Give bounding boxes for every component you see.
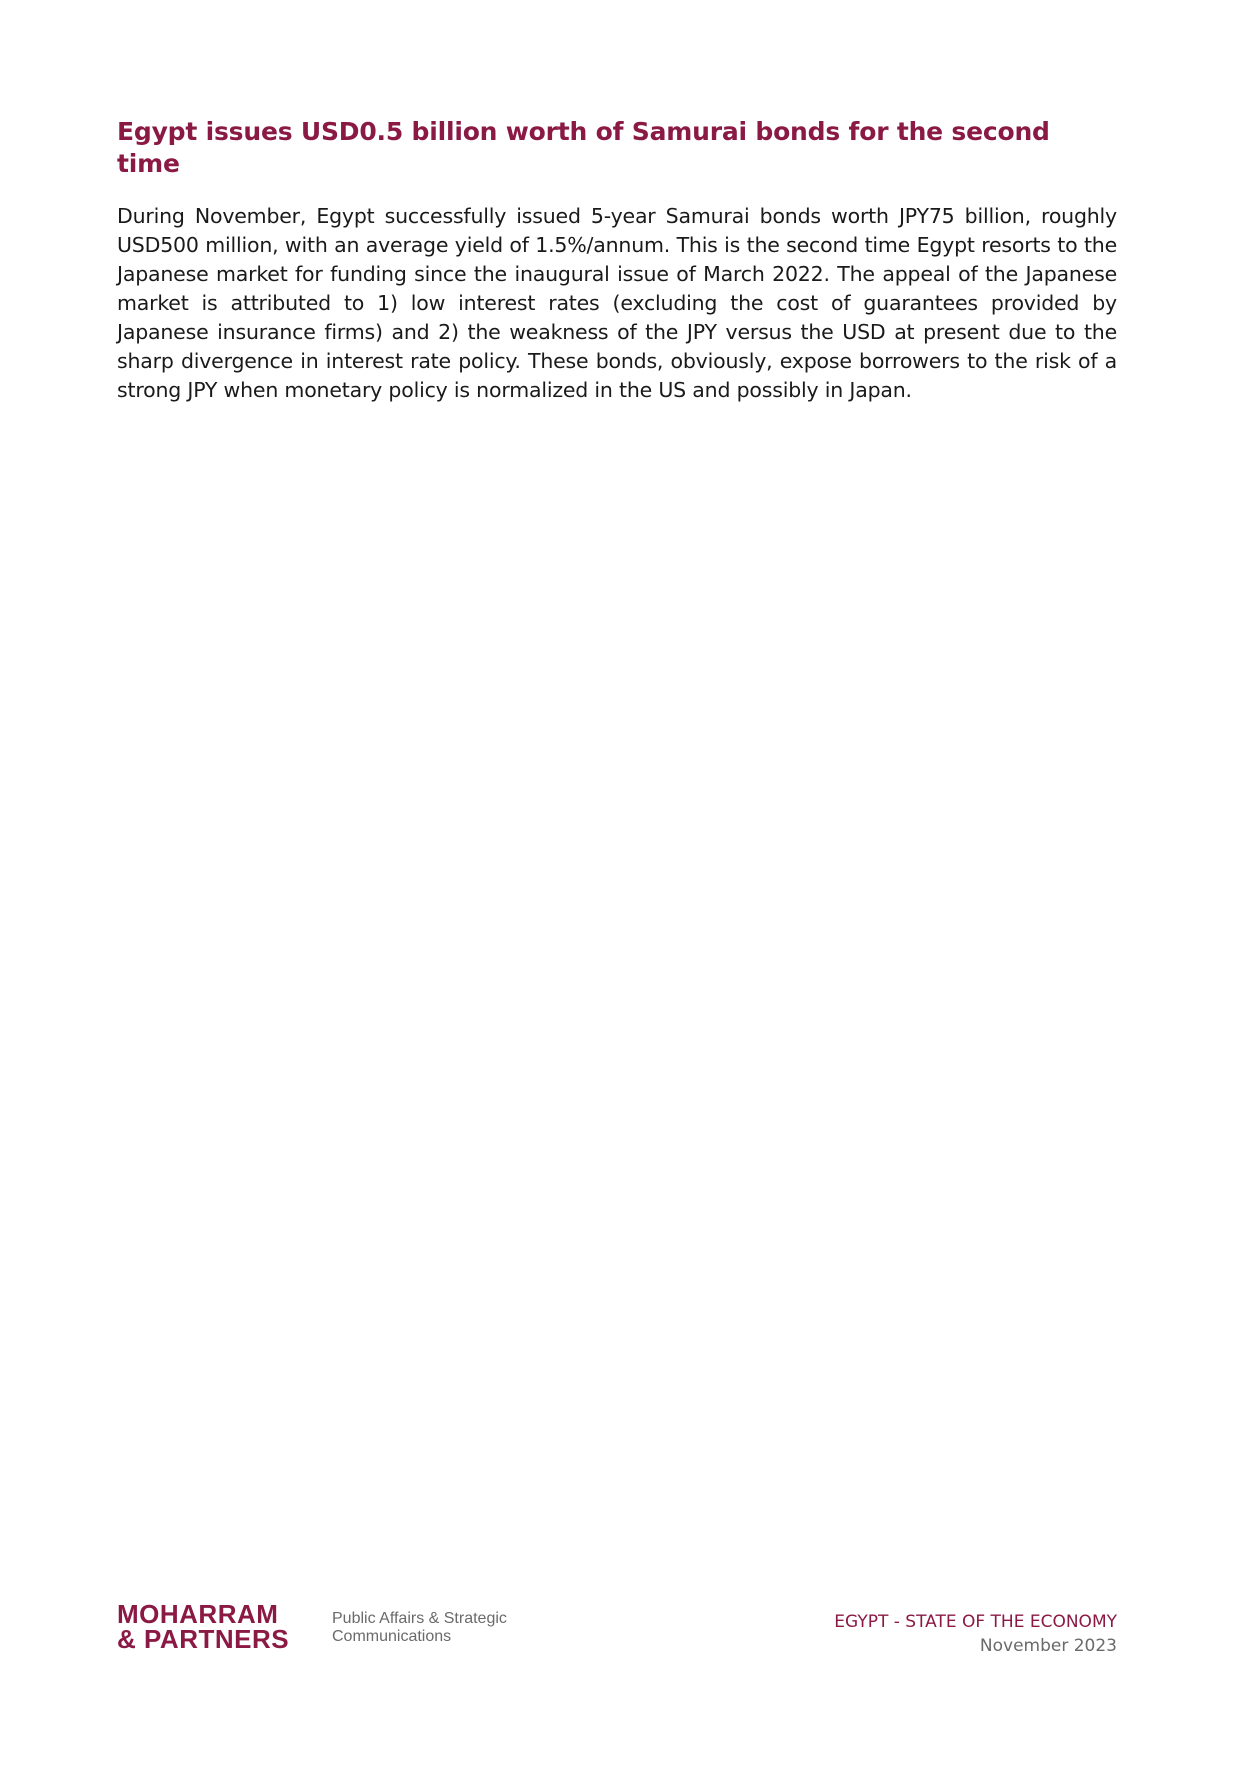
page-footer bbox=[117, 1600, 1117, 1660]
article-title: Egypt issues USD0.5 billion worth of Samurai bonds for the second time bbox=[117, 117, 1050, 178]
article-body: During November, Egypt successfully issued 5-year Samurai bonds worth JPY75 billion, roughly USD500 million, with an average yield of 1.5%/annum. This is the second time Egypt resorts to the Japanese market for funding since the inaugural issue of March 2022. The appeal of the Japanese market is attributed to 1) low interest rates (excluding the cost of guarantees provided by Japanese insurance firms) and 2) the weakness of the JPY versus the USD at present due to the sharp divergence in interest rate policy. These bonds, obviously, expose borrowers to the risk of a strong JPY when monetary policy is normalized in the US and possibly in Japan. bbox=[117, 204, 1117, 402]
article bbox=[117, 116, 1117, 405]
report-date: November 2023 bbox=[979, 1636, 1117, 1656]
tagline-line2: Communications bbox=[332, 1628, 452, 1645]
brand-name-line2: & PARTNERS bbox=[117, 1624, 290, 1654]
tagline-line1: Public Affairs & Strategic bbox=[332, 1610, 507, 1627]
brand-name-line1: MOHARRAM bbox=[117, 1599, 279, 1629]
report-info bbox=[834, 1610, 1117, 1658]
brand-tagline bbox=[332, 1610, 507, 1646]
brand-logo bbox=[117, 1599, 290, 1654]
report-title: EGYPT - STATE OF THE ECONOMY bbox=[834, 1612, 1117, 1632]
